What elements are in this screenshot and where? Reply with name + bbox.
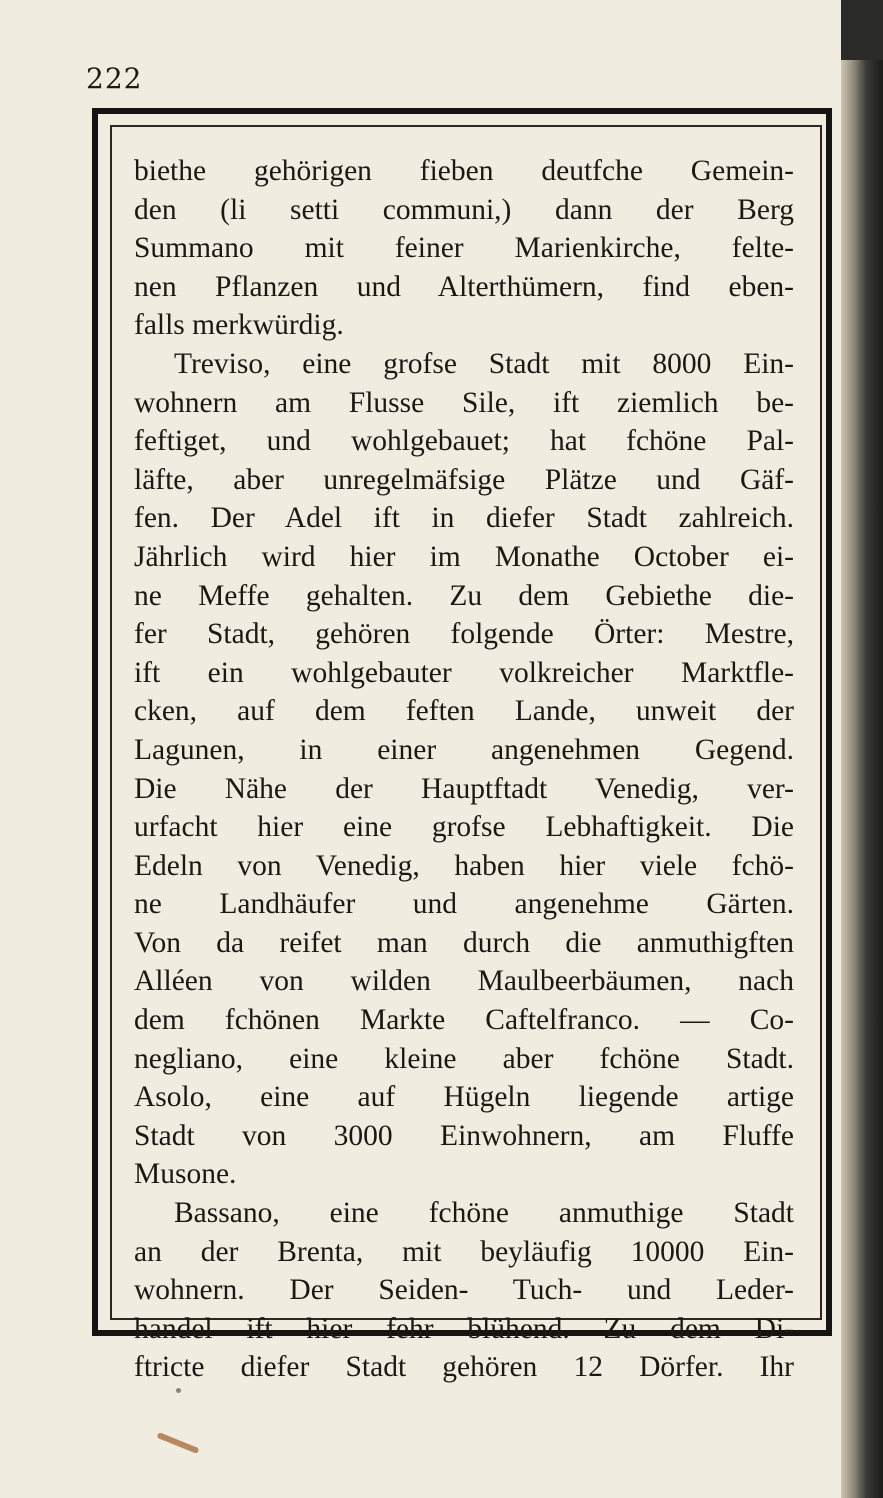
text-line: fer Stadt, gehören folgende Örter: Mestre, xyxy=(134,618,794,651)
text-line: wohnern. Der Seiden- Tuch- und Leder- xyxy=(134,1274,794,1307)
text-line: urfacht hier eine grofse Lebhaftigkeit. Die xyxy=(134,811,794,844)
page-edge-shadow xyxy=(841,0,883,1498)
text-line: Bassano, eine fchöne anmuthige Stadt xyxy=(174,1197,794,1230)
text-line: an der Brenta, mit beyläufig 10000 Ein- xyxy=(134,1235,794,1268)
text-line: den (li setti communi,) dann der Berg xyxy=(134,193,794,226)
text-line: fen. Der Adel ift in diefer Stadt zahlreich. xyxy=(134,502,794,535)
page-number: 222 xyxy=(86,62,143,95)
text-line: Lagunen, in einer angenehmen Gegend. xyxy=(134,733,794,766)
text-line: nen Pflanzen und Alterthümern, find eben- xyxy=(134,270,794,303)
text-line: ift ein wohlgebauter volkreicher Marktfle- xyxy=(134,656,794,689)
text-line: cken, auf dem feften Lande, unweit der xyxy=(134,695,794,728)
text-line: Summano mit feiner Marienkirche, felte- xyxy=(134,232,794,265)
text-line: dem fchönen Markte Caftelfranco. — Co- xyxy=(134,1004,794,1037)
text-line: ne Meffe gehalten. Zu dem Gebiethe die- xyxy=(134,579,794,612)
body-text xyxy=(134,152,794,1387)
text-line: falls merkwürdig. xyxy=(134,309,344,342)
text-line: Die Nähe der Hauptftadt Venedig, ver- xyxy=(134,772,794,805)
text-line: Jährlich wird hier im Monathe October ei- xyxy=(134,540,794,573)
text-line: Von da reifet man durch die anmuthigften xyxy=(134,926,794,959)
text-line: Asolo, eine auf Hügeln liegende artige xyxy=(134,1081,794,1114)
text-line: handel ift hier fehr blühend. Zu dem Di- xyxy=(134,1312,794,1345)
text-line: negliano, eine kleine aber fchöne Stadt. xyxy=(134,1042,794,1075)
text-line: feftiget, und wohlgebauet; hat fchöne Pal- xyxy=(134,425,794,458)
text-line: läfte, aber unregelmäfsige Plätze und Gäf- xyxy=(134,463,794,496)
text-line: Musone. xyxy=(134,1158,237,1191)
text-line: Alléen von wilden Maulbeerbäumen, nach xyxy=(134,965,794,998)
text-line: Stadt von 3000 Einwohnern, am Fluffe xyxy=(134,1119,794,1152)
text-line: ftricte diefer Stadt gehören 12 Dörfer. Ihr xyxy=(134,1351,794,1384)
text-line: biethe gehörigen fieben deutfche Gemein- xyxy=(134,155,794,187)
text-line: Edeln von Venedig, haben hier viele fchö- xyxy=(134,849,794,882)
text-line: wohnern am Flusse Sile, ift ziemlich be- xyxy=(134,386,794,419)
text-line: Treviso, eine grofse Stadt mit 8000 Ein- xyxy=(174,347,794,380)
paper-stain xyxy=(156,1432,199,1454)
text-line: ne Landhäufer und angenehme Gärten. xyxy=(134,888,794,921)
page-edge-dark xyxy=(841,0,883,60)
paper-speck xyxy=(176,1388,181,1393)
